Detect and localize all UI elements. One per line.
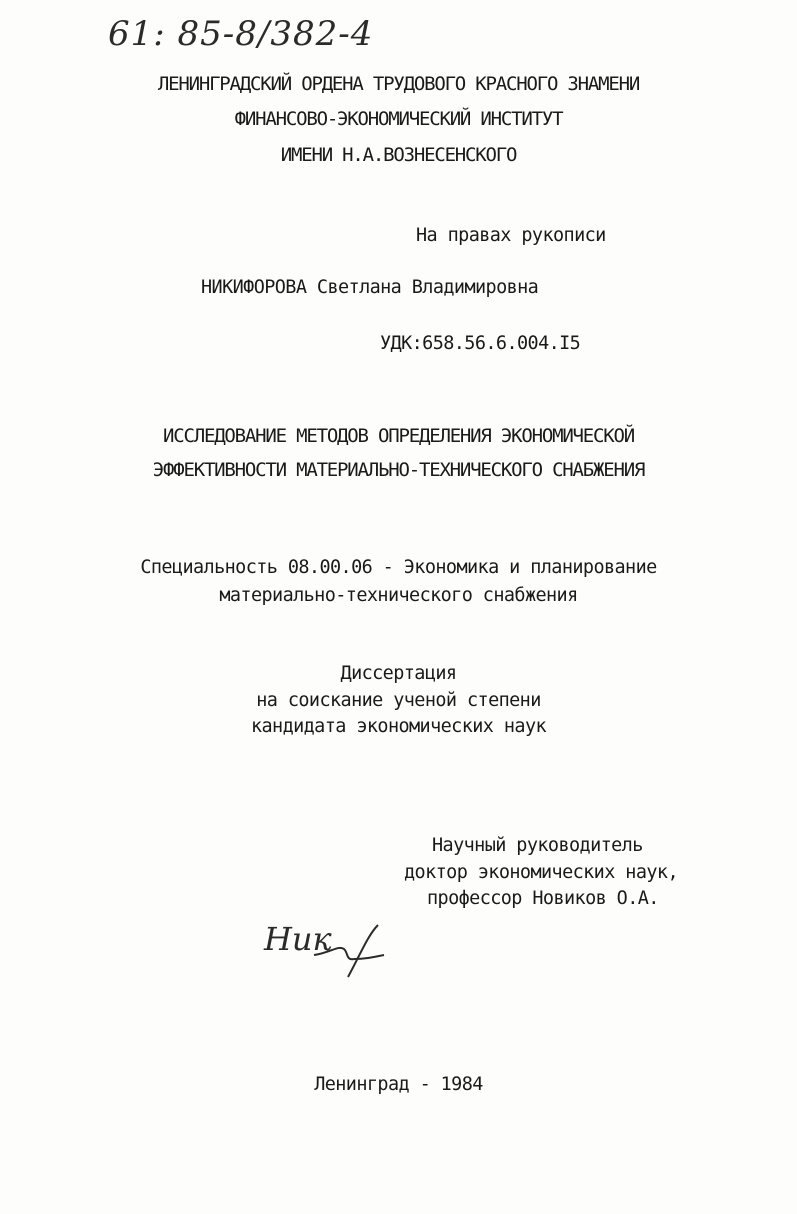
institution-line-3: ИМЕНИ Н.А.ВОЗНЕСЕНСКОГО xyxy=(280,144,517,166)
institution-line-1: ЛЕНИНГРАДСКИЙ ОРДЕНА ТРУДОВОГО КРАСНОГО ЗНАМЕНИ xyxy=(157,73,640,95)
title-line-1: ИССЛЕДОВАНИЕ МЕТОДОВ ОПРЕДЕЛЕНИЯ ЭКОНОМИЧЕСКОЙ xyxy=(163,425,634,447)
specialty-line-2: материально-технического снабжения xyxy=(219,585,578,606)
institution-line-2: ФИНАНСОВО-ЭКОНОМИЧЕСКИЙ ИНСТИТУТ xyxy=(234,108,563,130)
archive-mark: 61: 85-8/382-4 xyxy=(108,14,374,54)
supervisor-line-1: Научный руководитель xyxy=(432,835,643,856)
dissertation-line-2: на соискание ученой степени xyxy=(256,690,541,711)
supervisor-line-2: доктор экономических наук, xyxy=(404,862,678,883)
signature-text: Ник xyxy=(264,920,332,958)
specialty-line-1: Специальность 08.00.06 - Экономика и планирование xyxy=(140,557,657,578)
manuscript-rights: На правах рукописи xyxy=(416,225,606,246)
dissertation-line-3: кандидата экономических наук xyxy=(250,716,547,737)
signature xyxy=(250,915,400,985)
dissertation-line-1: Диссертация xyxy=(340,663,457,684)
author-name: НИКИФОРОВА Светлана Владимировна xyxy=(201,277,539,298)
udc-code: УДК:658.56.6.004.I5 xyxy=(380,333,581,354)
place-year: Ленинград - 1984 xyxy=(314,1074,483,1095)
title-line-2: ЭФФЕКТИВНОСТИ МАТЕРИАЛЬНО-ТЕХНИЧЕСКОГО СНАБЖЕНИЯ xyxy=(152,459,645,481)
supervisor-line-3: профессор Новиков О.А. xyxy=(427,888,659,909)
